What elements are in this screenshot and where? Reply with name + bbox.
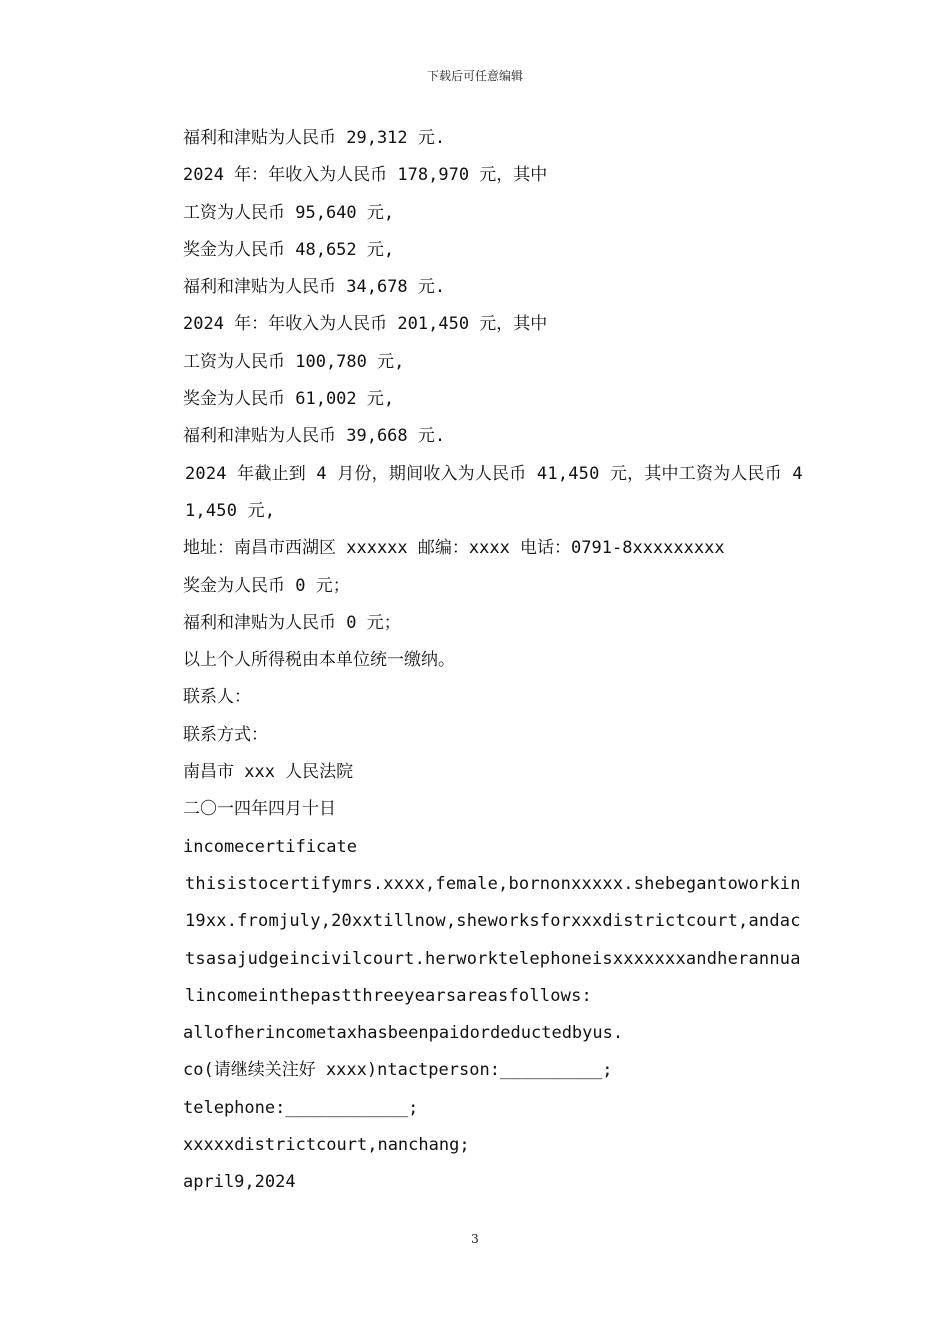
paragraph-line: 福利和津贴为人民币 39,668 元.	[183, 426, 446, 447]
page-number: 3	[471, 1232, 479, 1246]
contact-person-label: 联系人：	[183, 687, 251, 708]
paragraph-line: 2024 年：年收入为人民币 178,970 元，其中	[183, 165, 548, 186]
page-header: 下载后可任意编辑	[426, 69, 523, 83]
issue-date: 二〇一四年四月十日	[183, 799, 336, 820]
english-title: incomecertificate	[183, 836, 357, 857]
paragraph-line: 2024 年：年收入为人民币 201,450 元，其中	[183, 314, 548, 335]
paragraph-line: 工资为人民币 95,640 元,	[183, 202, 395, 223]
document-body	[144, 120, 808, 1202]
issuer-name: 南昌市 xxx 人民法院	[183, 762, 354, 783]
contact-person-line: co(请继续关注好 xxxx)ntactperson:__________;	[183, 1060, 613, 1081]
court-name-line: xxxxxdistrictcourt,nanchang;	[183, 1135, 470, 1156]
paragraph-line: 福利和津贴为人民币 34,678 元.	[183, 277, 446, 298]
contact-method-label: 联系方式：	[183, 724, 268, 745]
paragraph-line: 奖金为人民币 48,652 元,	[183, 239, 395, 260]
english-paragraph: thisistocertifymrs.xxxx,female,bornonxxxxx.shebegantoworkin19xx.fromjuly,20xxtillnow,sheworksforxxxdistrictcourt,andactsasajudgeincivilcourt.herworktelephoneisxxxxxxxandherannualincomeinthepastthreeyearsareasfollows:	[185, 873, 801, 1006]
paragraph-line: 以上个人所得税由本单位统一缴纳。	[183, 650, 455, 671]
paragraph-line: 奖金为人民币 61,002 元,	[183, 389, 395, 410]
english-date-line: april9,2024	[183, 1172, 296, 1193]
paragraph-line: 奖金为人民币 0 元；	[183, 575, 350, 596]
paragraph-line: 福利和津贴为人民币 0 元；	[183, 612, 401, 633]
paragraph-line: 福利和津贴为人民币 29,312 元.	[183, 128, 446, 148]
paragraph-line: 工资为人民币 100,780 元,	[183, 351, 405, 372]
address-line: 地址：南昌市西湖区 xxxxxx 邮编：xxxx 电话：0791-8xxxxxxxxx	[183, 538, 725, 559]
paragraph-line: allofherincometaxhasbeenpaidordeductedbyus.	[183, 1023, 624, 1044]
paragraph-line: 2024 年截止到 4 月份，期间收入为人民币 41,450 元，其中工资为人民币 41,450 元,	[185, 463, 803, 521]
telephone-line: telephone:____________;	[183, 1097, 419, 1118]
